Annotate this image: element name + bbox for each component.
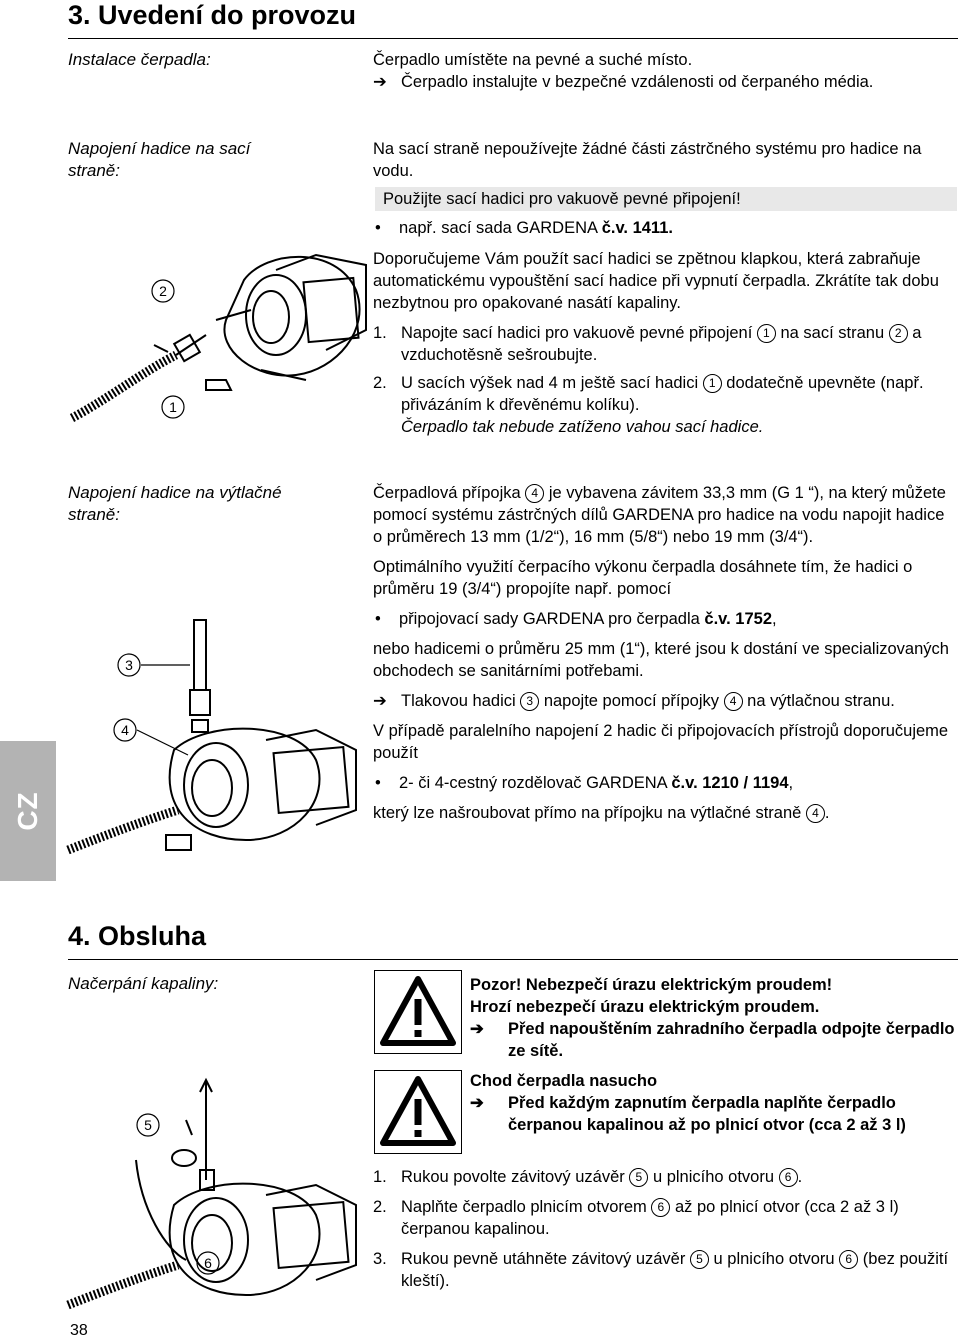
marker-2: 2	[159, 283, 167, 299]
warning-1-text: Pozor! Nebezpečí úrazu elektrickým proudem! Hrozí nebezpečí úrazu elektrickým proudem. ➔ Před napouštěním zahradního čerpadla odpojte čerpadlo ze sítě.	[470, 976, 955, 1060]
suction-label: Napojení hadice na sací straně:	[68, 139, 251, 180]
discharge-label: Napojení hadice na výtlačné straně:	[68, 483, 282, 524]
marker-6: 6	[651, 1198, 670, 1217]
suction-pump-illustration	[66, 240, 376, 430]
warning-box-1	[374, 970, 462, 1054]
marker-4: 4	[121, 722, 129, 738]
section-divider	[68, 38, 958, 39]
warning-icon	[375, 1071, 461, 1153]
discharge-bullet-1: • připojovací sady GARDENA pro čerpadla č.v. 1752,	[373, 608, 957, 630]
marker-3: 3	[520, 692, 539, 711]
install-text: Čerpadlo umístěte na pevné a suché místo.	[373, 51, 693, 69]
warning-icon	[375, 971, 461, 1053]
page-number: 38	[70, 1322, 88, 1339]
arrow-icon: ➔	[470, 1020, 484, 1038]
section-3-title: 3. Uvedení do provozu	[68, 0, 357, 30]
marker-1: 1	[169, 399, 177, 415]
discharge-pump-illustration	[66, 610, 366, 860]
discharge-paragraph-2: Optimálního využití čerpacího výkonu čerpadla dosáhnete tím, že hadici o průměru 19 (3/4“) propojíte např. pomocí	[373, 558, 913, 598]
discharge-arrow-item: ➔ Tlakovou hadici 3 napojte pomocí přípojky 4 na výtlačnou stranu.	[373, 692, 895, 710]
install-label: Instalace čerpadla:	[68, 50, 211, 69]
marker-5: 5	[629, 1168, 648, 1187]
suction-bullet: • např. sací sada GARDENA č.v. 1411.	[373, 217, 957, 239]
suction-text-block	[373, 138, 957, 438]
prime-label: Načerpání kapaliny:	[68, 974, 219, 993]
marker-3: 3	[125, 657, 133, 673]
discharge-paragraph-5: který lze našroubovat přímo na přípojku na výtlačné straně 4 .	[373, 804, 830, 822]
prime-step-1: 1. Rukou povolte závitový uzávěr 5 u plnicího otvoru 6 .	[373, 1168, 803, 1186]
suction-step-2: 2. U sacích výšek nad 4 m ještě sací hadici 1 dodatečně upevněte (např. přivázáním k dřevěnému kolíku). Čerpadlo tak nebude zatíženo vahou sací hadice.	[373, 374, 924, 436]
arrow-icon: ➔	[373, 692, 387, 710]
marker-6: 6	[204, 1255, 212, 1271]
suction-paragraph-1: Na sací straně nepoužívejte žádné části zástrčného systému pro hadice na vodu.	[373, 140, 922, 180]
warning-box-2	[374, 1070, 462, 1154]
prime-step-2: 2. Naplňte čerpadlo plnicím otvorem 6 až po plnicí otvor (cca 2 až 3 l) čerpanou kapalinou.	[373, 1198, 899, 1238]
marker-6: 6	[779, 1168, 798, 1187]
marker-2: 2	[889, 324, 908, 343]
section-4-title: 4. Obsluha	[68, 921, 207, 951]
arrow-icon: ➔	[373, 73, 387, 91]
discharge-bullet-2: • 2- či 4-cestný rozdělovač GARDENA č.v. 1210 / 1194,	[373, 772, 957, 794]
priming-pump-illustration	[66, 1060, 366, 1310]
discharge-paragraph-4: V případě paralelního napojení 2 hadic či připojovacích přístrojů doporučujeme použít	[373, 722, 949, 762]
marker-5: 5	[144, 1117, 152, 1133]
marker-5: 5	[690, 1250, 709, 1269]
discharge-text-block	[373, 482, 957, 824]
marker-4: 4	[724, 692, 743, 711]
language-tab: CZ	[0, 741, 56, 881]
suction-step-1: 1. Napojte sací hadici pro vakuově pevné připojení 1 na sací stranu 2 a vzduchotěsně sešroubujte.	[373, 324, 922, 364]
suction-paragraph-2: Doporučujeme Vám použít sací hadici se zpětnou klapkou, která zabraňuje automatickému vypouštění sací hadice při vypnutí čerpadla. Zkrátíte tak dobu nezbytnou pro opakované nasátí kapaliny.	[373, 250, 939, 312]
marker-1: 1	[703, 374, 722, 393]
warning-2-text: Chod čerpadla nasucho ➔ Před každým zapnutím čerpadla naplňte čerpadlo čerpanou kapalinou až po plnicí otvor (cca 2 až 3 l)	[470, 1072, 906, 1134]
suction-note-highlight: Použijte sací hadici pro vakuově pevné připojení!	[375, 187, 957, 211]
marker-1: 1	[757, 324, 776, 343]
prime-steps	[373, 1166, 957, 1292]
marker-4: 4	[525, 484, 544, 503]
section-divider	[68, 959, 958, 960]
install-arrow-item: ➔ Čerpadlo instalujte v bezpečné vzdálenosti od čerpaného média.	[373, 73, 874, 91]
discharge-paragraph-3: nebo hadicemi o průměru 25 mm (1“), které jsou k dostání ve specializovaných obchodech se sanitárními potřebami.	[373, 640, 949, 680]
marker-4: 4	[806, 804, 825, 823]
marker-6: 6	[839, 1250, 858, 1269]
discharge-paragraph-1: Čerpadlová přípojka 4 je vybavena závitem 33,3 mm (G 1 “), na který můžete pomocí systému zástrčných dílů GARDENA pro hadice na vodu napojit hadice o průměrech 13 mm (1/2“), 16 mm (5/8“) nebo 19 mm (3/4“).	[373, 484, 946, 546]
arrow-icon: ➔	[470, 1094, 484, 1112]
prime-step-3: 3. Rukou pevně utáhněte závitový uzávěr 5 u plnicího otvoru 6 (bez použití kleští).	[373, 1250, 949, 1290]
install-text-block	[373, 49, 953, 93]
